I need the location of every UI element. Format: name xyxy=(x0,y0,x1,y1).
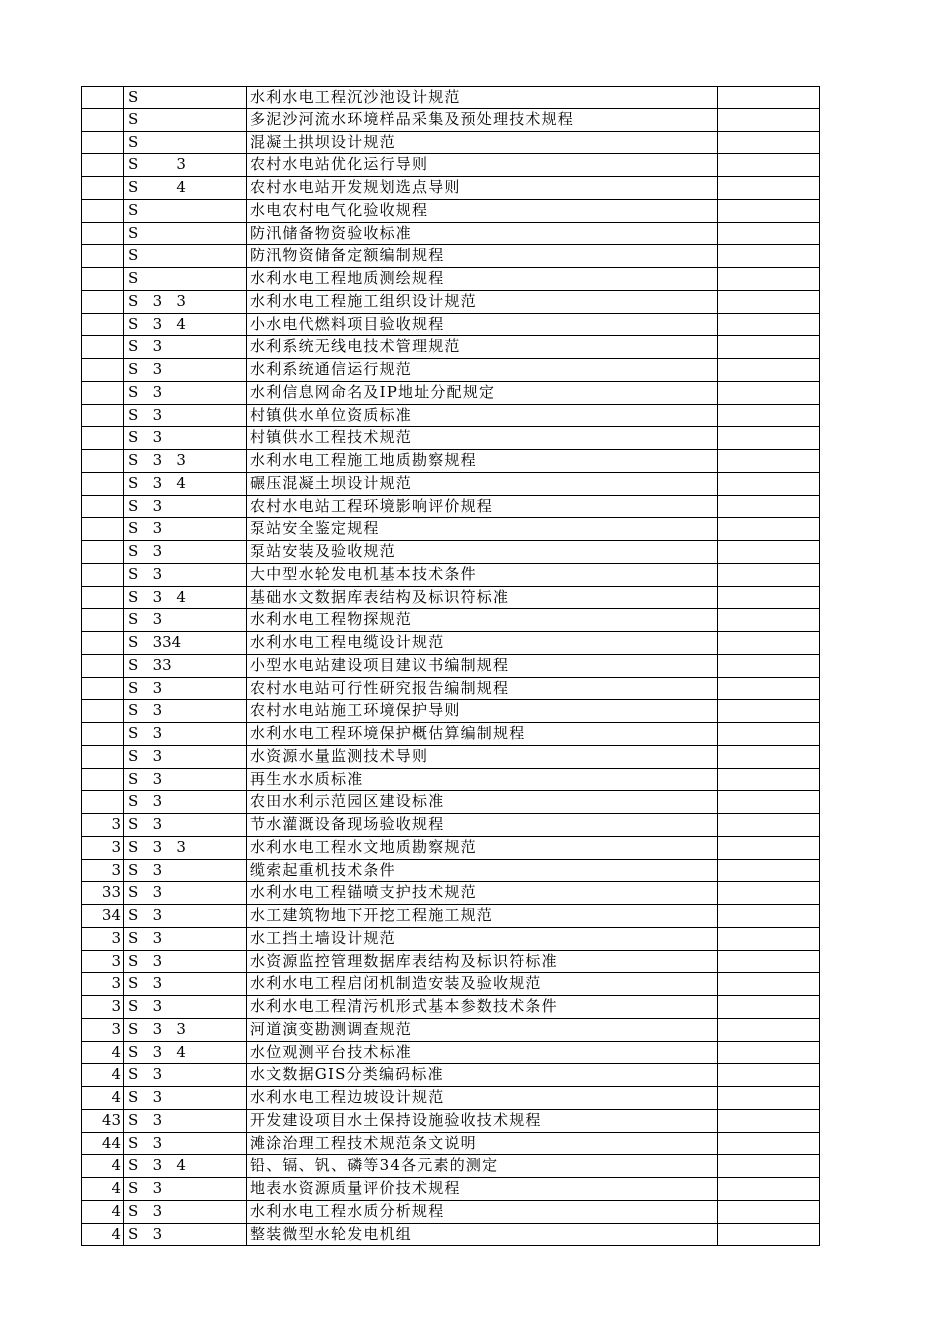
remarks-cell xyxy=(717,882,820,904)
remarks-cell xyxy=(717,700,820,722)
standard-name-cell: 水利水电工程施工组织设计规范 xyxy=(246,291,717,313)
table-row xyxy=(81,1064,820,1087)
standard-name-cell: 水利水电工程清污机形式基本参数技术条件 xyxy=(246,996,717,1018)
remarks-cell xyxy=(717,609,820,631)
row-number-cell xyxy=(81,359,123,381)
row-number-cell xyxy=(81,382,123,404)
row-number-cell xyxy=(81,154,123,176)
table-row xyxy=(81,814,820,837)
standard-name-cell: 泵站安全鉴定规程 xyxy=(246,518,717,540)
standard-name-cell: 水工建筑物地下开挖工程施工规范 xyxy=(246,905,717,927)
remarks-cell xyxy=(717,791,820,813)
row-number-cell xyxy=(81,632,123,654)
row-number-cell xyxy=(81,700,123,722)
standard-code-cell: S 3 xyxy=(123,1133,246,1155)
row-number-cell: 3 xyxy=(81,951,123,973)
table-row xyxy=(81,109,820,132)
row-number-cell: 3 xyxy=(81,860,123,882)
standard-code-cell: S 3 xyxy=(123,769,246,791)
remarks-cell xyxy=(717,655,820,677)
standard-name-cell: 水位观测平台技术标准 xyxy=(246,1042,717,1064)
standard-name-cell: 水利水电工程环境保护概估算编制规程 xyxy=(246,723,717,745)
row-number-cell: 4 xyxy=(81,1042,123,1064)
remarks-cell xyxy=(717,928,820,950)
remarks-cell xyxy=(717,177,820,199)
row-number-cell xyxy=(81,609,123,631)
row-number-cell xyxy=(81,587,123,609)
remarks-cell xyxy=(717,814,820,836)
standard-code-cell: S 3 xyxy=(123,928,246,950)
row-number-cell xyxy=(81,336,123,358)
row-number-cell xyxy=(81,245,123,267)
standard-name-cell: 泵站安装及验收规范 xyxy=(246,541,717,563)
row-number-cell: 44 xyxy=(81,1133,123,1155)
remarks-cell xyxy=(717,564,820,586)
table-row xyxy=(81,655,820,678)
row-number-cell xyxy=(81,655,123,677)
row-number-cell xyxy=(81,200,123,222)
standard-code-cell: S 3 xyxy=(123,791,246,813)
standard-code-cell: S 4 xyxy=(123,177,246,199)
table-row xyxy=(81,860,820,883)
standard-code-cell: S xyxy=(123,109,246,131)
row-number-cell: 4 xyxy=(81,1201,123,1223)
standard-code-cell: S 3 xyxy=(123,882,246,904)
standard-name-cell: 水利水电工程水文地质勘察规范 xyxy=(246,837,717,859)
remarks-cell xyxy=(717,1019,820,1041)
table-row xyxy=(81,587,820,610)
standard-name-cell: 水资源水量监测技术导则 xyxy=(246,746,717,768)
remarks-cell xyxy=(717,1110,820,1132)
standard-code-cell: S 3 xyxy=(123,609,246,631)
table-row xyxy=(81,245,820,268)
remarks-cell xyxy=(717,359,820,381)
remarks-cell xyxy=(717,291,820,313)
standard-code-cell: S xyxy=(123,223,246,245)
standard-code-cell: S 3 4 xyxy=(123,473,246,495)
row-number-cell: 3 xyxy=(81,973,123,995)
table-row xyxy=(81,1133,820,1156)
standard-code-cell: S 3 xyxy=(123,336,246,358)
table-row xyxy=(81,1019,820,1042)
standard-name-cell: 节水灌溉设备现场验收规程 xyxy=(246,814,717,836)
row-number-cell xyxy=(81,769,123,791)
table-row xyxy=(81,405,820,428)
remarks-cell xyxy=(717,200,820,222)
row-number-cell: 4 xyxy=(81,1155,123,1177)
standard-code-cell: S 3 xyxy=(123,541,246,563)
standard-name-cell: 水文数据GIS分类编码标准 xyxy=(246,1064,717,1086)
remarks-cell xyxy=(717,405,820,427)
standard-code-cell: S 334 xyxy=(123,632,246,654)
remarks-cell xyxy=(717,314,820,336)
table-row xyxy=(81,996,820,1019)
remarks-cell xyxy=(717,746,820,768)
table-row xyxy=(81,973,820,996)
row-number-cell: 3 xyxy=(81,837,123,859)
standard-name-cell: 水利信息网命名及IP地址分配规定 xyxy=(246,382,717,404)
standard-name-cell: 碾压混凝土坝设计规范 xyxy=(246,473,717,495)
standard-code-cell: S 3 xyxy=(123,1110,246,1132)
standard-name-cell: 滩涂治理工程技术规范条文说明 xyxy=(246,1133,717,1155)
table-row xyxy=(81,1087,820,1110)
standard-code-cell: S 3 4 xyxy=(123,1155,246,1177)
row-number-cell xyxy=(81,678,123,700)
standard-code-cell: S 3 3 xyxy=(123,450,246,472)
row-number-cell xyxy=(81,132,123,154)
row-number-cell xyxy=(81,473,123,495)
table-row xyxy=(81,132,820,155)
remarks-cell xyxy=(717,951,820,973)
remarks-cell xyxy=(717,723,820,745)
standard-name-cell: 整装微型水轮发电机组 xyxy=(246,1224,717,1246)
row-number-cell xyxy=(81,746,123,768)
standard-name-cell: 水利水电工程物探规范 xyxy=(246,609,717,631)
standard-name-cell: 混凝土拱坝设计规范 xyxy=(246,132,717,154)
table-row xyxy=(81,314,820,337)
table-row xyxy=(81,769,820,792)
standard-code-cell: S 3 xyxy=(123,154,246,176)
table-row xyxy=(81,200,820,223)
standard-code-cell: S 3 xyxy=(123,1064,246,1086)
standard-code-cell: S 3 xyxy=(123,405,246,427)
row-number-cell: 3 xyxy=(81,928,123,950)
row-number-cell xyxy=(81,564,123,586)
row-number-cell xyxy=(81,109,123,131)
row-number-cell: 33 xyxy=(81,882,123,904)
row-number-cell: 4 xyxy=(81,1178,123,1200)
standard-code-cell: S 3 xyxy=(123,1201,246,1223)
standard-name-cell: 水资源监控管理数据库表结构及标识符标准 xyxy=(246,951,717,973)
standard-code-cell: S xyxy=(123,245,246,267)
table-row xyxy=(81,837,820,860)
standard-name-cell: 水利水电工程施工地质勘察规程 xyxy=(246,450,717,472)
table-row xyxy=(81,427,820,450)
table-row xyxy=(81,746,820,769)
remarks-cell xyxy=(717,860,820,882)
row-number-cell: 43 xyxy=(81,1110,123,1132)
standard-code-cell: S 3 xyxy=(123,1178,246,1200)
standard-name-cell: 地表水资源质量评价技术规程 xyxy=(246,1178,717,1200)
table-row xyxy=(81,564,820,587)
remarks-cell xyxy=(717,996,820,1018)
standard-code-cell: S 3 xyxy=(123,678,246,700)
remarks-cell xyxy=(717,496,820,518)
table-row xyxy=(81,473,820,496)
standard-code-cell: S 3 4 xyxy=(123,314,246,336)
remarks-cell xyxy=(717,1064,820,1086)
remarks-cell xyxy=(717,154,820,176)
remarks-cell xyxy=(717,427,820,449)
remarks-cell xyxy=(717,905,820,927)
standard-name-cell: 农村水电站可行性研究报告编制规程 xyxy=(246,678,717,700)
standard-name-cell: 农田水利示范园区建设标准 xyxy=(246,791,717,813)
row-number-cell xyxy=(81,518,123,540)
standard-code-cell: S xyxy=(123,132,246,154)
table-row xyxy=(81,791,820,814)
standard-code-cell: S 3 xyxy=(123,700,246,722)
standard-code-cell: S 3 3 xyxy=(123,291,246,313)
remarks-cell xyxy=(717,837,820,859)
remarks-cell xyxy=(717,87,820,108)
remarks-cell xyxy=(717,268,820,290)
remarks-cell xyxy=(717,223,820,245)
table-row xyxy=(81,450,820,473)
row-number-cell xyxy=(81,291,123,313)
standard-code-cell: S xyxy=(123,200,246,222)
standard-name-cell: 水利水电工程地质测绘规程 xyxy=(246,268,717,290)
standard-code-cell: S xyxy=(123,268,246,290)
remarks-cell xyxy=(717,973,820,995)
remarks-cell xyxy=(717,336,820,358)
standard-name-cell: 缆索起重机技术条件 xyxy=(246,860,717,882)
remarks-cell xyxy=(717,541,820,563)
table-row xyxy=(81,1110,820,1133)
standard-code-cell: S 3 xyxy=(123,496,246,518)
standard-name-cell: 多泥沙河流水环境样品采集及预处理技术规程 xyxy=(246,109,717,131)
table-row xyxy=(81,359,820,382)
standard-code-cell: S 3 xyxy=(123,518,246,540)
remarks-cell xyxy=(717,587,820,609)
standard-code-cell: S 3 xyxy=(123,973,246,995)
row-number-cell xyxy=(81,177,123,199)
standard-name-cell: 水工挡土墙设计规范 xyxy=(246,928,717,950)
standard-name-cell: 农村水电站开发规划选点导则 xyxy=(246,177,717,199)
table-row xyxy=(81,223,820,246)
table-row xyxy=(81,154,820,177)
table-row xyxy=(81,905,820,928)
standard-code-cell: S 3 4 xyxy=(123,1042,246,1064)
standard-code-cell: S 3 xyxy=(123,1224,246,1246)
standard-name-cell: 水利水电工程锚喷支护技术规范 xyxy=(246,882,717,904)
standard-name-cell: 水利水电工程启闭机制造安装及验收规范 xyxy=(246,973,717,995)
standard-name-cell: 再生水水质标准 xyxy=(246,769,717,791)
standard-name-cell: 小水电代燃料项目验收规程 xyxy=(246,314,717,336)
table-row xyxy=(81,928,820,951)
remarks-cell xyxy=(717,245,820,267)
remarks-cell xyxy=(717,1224,820,1246)
table-row xyxy=(81,291,820,314)
standard-name-cell: 河道演变勘测调查规范 xyxy=(246,1019,717,1041)
standard-code-cell: S 3 3 xyxy=(123,837,246,859)
standard-code-cell: S 3 xyxy=(123,860,246,882)
row-number-cell: 4 xyxy=(81,1224,123,1246)
standard-name-cell: 小型水电站建设项目建议书编制规程 xyxy=(246,655,717,677)
standard-code-cell: S 3 xyxy=(123,427,246,449)
row-number-cell xyxy=(81,427,123,449)
row-number-cell: 4 xyxy=(81,1064,123,1086)
table-row xyxy=(81,1224,820,1247)
table-row xyxy=(81,723,820,746)
row-number-cell xyxy=(81,405,123,427)
remarks-cell xyxy=(717,1133,820,1155)
standard-code-cell: S xyxy=(123,87,246,108)
standard-name-cell: 水利系统通信运行规范 xyxy=(246,359,717,381)
table-row xyxy=(81,268,820,291)
table-row xyxy=(81,518,820,541)
table-row xyxy=(81,1042,820,1065)
remarks-cell xyxy=(717,1155,820,1177)
row-number-cell xyxy=(81,450,123,472)
remarks-cell xyxy=(717,1042,820,1064)
standard-name-cell: 水利系统无线电技术管理规范 xyxy=(246,336,717,358)
remarks-cell xyxy=(717,1087,820,1109)
standard-code-cell: S 33 xyxy=(123,655,246,677)
remarks-cell xyxy=(717,382,820,404)
remarks-cell xyxy=(717,769,820,791)
standard-name-cell: 水利水电工程电缆设计规范 xyxy=(246,632,717,654)
standard-name-cell: 水电农村电气化验收规程 xyxy=(246,200,717,222)
standard-name-cell: 农村水电站施工环境保护导则 xyxy=(246,700,717,722)
row-number-cell xyxy=(81,791,123,813)
standard-name-cell: 水利水电工程边坡设计规范 xyxy=(246,1087,717,1109)
row-number-cell xyxy=(81,496,123,518)
row-number-cell xyxy=(81,314,123,336)
table-row xyxy=(81,678,820,701)
row-number-cell: 34 xyxy=(81,905,123,927)
standard-code-cell: S 3 xyxy=(123,746,246,768)
standard-code-cell: S 3 xyxy=(123,359,246,381)
table-row xyxy=(81,382,820,405)
standards-table xyxy=(81,86,820,1246)
standard-name-cell: 水利水电工程水质分析规程 xyxy=(246,1201,717,1223)
table-row xyxy=(81,86,820,109)
table-row xyxy=(81,177,820,200)
standard-name-cell: 村镇供水工程技术规范 xyxy=(246,427,717,449)
row-number-cell xyxy=(81,87,123,108)
standard-code-cell: S 3 xyxy=(123,814,246,836)
table-row xyxy=(81,1155,820,1178)
standard-name-cell: 大中型水轮发电机基本技术条件 xyxy=(246,564,717,586)
remarks-cell xyxy=(717,632,820,654)
standard-code-cell: S 3 xyxy=(123,382,246,404)
standard-code-cell: S 3 xyxy=(123,723,246,745)
table-row xyxy=(81,1178,820,1201)
table-row xyxy=(81,882,820,905)
remarks-cell xyxy=(717,473,820,495)
row-number-cell xyxy=(81,723,123,745)
standard-code-cell: S 3 3 xyxy=(123,1019,246,1041)
row-number-cell xyxy=(81,541,123,563)
standard-code-cell: S 3 xyxy=(123,996,246,1018)
table-row xyxy=(81,632,820,655)
remarks-cell xyxy=(717,678,820,700)
standard-code-cell: S 3 xyxy=(123,564,246,586)
remarks-cell xyxy=(717,1178,820,1200)
table-row xyxy=(81,609,820,632)
standard-name-cell: 基础水文数据库表结构及标识符标准 xyxy=(246,587,717,609)
row-number-cell: 3 xyxy=(81,996,123,1018)
remarks-cell xyxy=(717,109,820,131)
table-row xyxy=(81,951,820,974)
standard-code-cell: S 3 xyxy=(123,1087,246,1109)
standard-name-cell: 防汛物资储备定额编制规程 xyxy=(246,245,717,267)
standard-name-cell: 农村水电站优化运行导则 xyxy=(246,154,717,176)
standard-code-cell: S 3 xyxy=(123,905,246,927)
row-number-cell: 4 xyxy=(81,1087,123,1109)
standard-code-cell: S 3 xyxy=(123,951,246,973)
table-row xyxy=(81,496,820,519)
standard-name-cell: 农村水电站工程环境影响评价规程 xyxy=(246,496,717,518)
table-row xyxy=(81,336,820,359)
table-row xyxy=(81,1201,820,1224)
standard-name-cell: 铅、镉、钒、磷等34各元素的测定 xyxy=(246,1155,717,1177)
remarks-cell xyxy=(717,1201,820,1223)
row-number-cell: 3 xyxy=(81,814,123,836)
standard-name-cell: 开发建设项目水土保持设施验收技术规程 xyxy=(246,1110,717,1132)
row-number-cell xyxy=(81,223,123,245)
row-number-cell xyxy=(81,268,123,290)
standard-name-cell: 水利水电工程沉沙池设计规范 xyxy=(246,87,717,108)
remarks-cell xyxy=(717,450,820,472)
standard-code-cell: S 3 4 xyxy=(123,587,246,609)
standard-name-cell: 村镇供水单位资质标准 xyxy=(246,405,717,427)
table-row xyxy=(81,700,820,723)
standard-name-cell: 防汛储备物资验收标准 xyxy=(246,223,717,245)
remarks-cell xyxy=(717,518,820,540)
remarks-cell xyxy=(717,132,820,154)
row-number-cell: 3 xyxy=(81,1019,123,1041)
table-row xyxy=(81,541,820,564)
